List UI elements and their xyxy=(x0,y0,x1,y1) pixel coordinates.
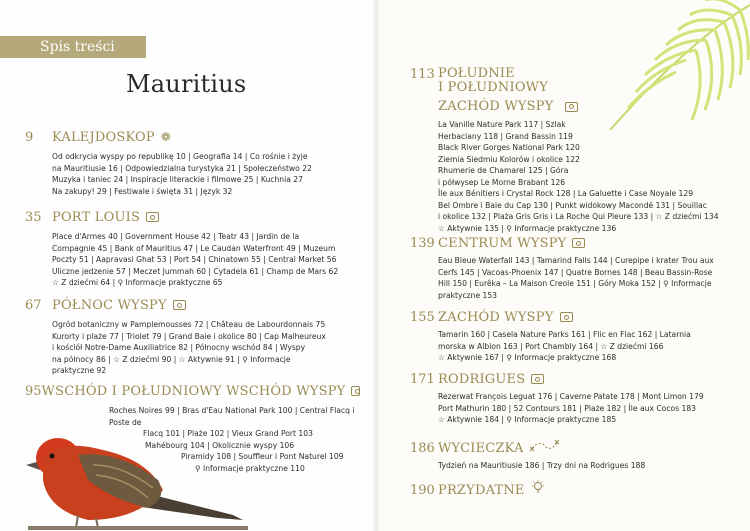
entry-line: Ogród botaniczny w Pamplemousses 72 | Château de Labourdonnais 75 xyxy=(52,320,326,329)
entry-line: Île aux Bénitiers i Crystal Rock 128 | La Galuette i Case Noyale 129 xyxy=(438,189,694,198)
entry-line: Black River Gorges National Park 120 xyxy=(438,143,580,152)
section-entries xyxy=(52,231,355,289)
entry-line: Cerfs 145 | Vacoas-Phoenix 147 | Quatre Bornes 148 | Beau Bassin-Rose xyxy=(438,267,713,277)
entry-line: Flacq 101 | Plaże 102 | Vieux Grand Port 103 xyxy=(143,429,313,438)
section-title-line: ZACHÓD WYSPY xyxy=(438,99,554,114)
section-polnoc xyxy=(25,298,355,377)
route-icon xyxy=(530,438,560,452)
entry-line: Piramidy 108 | Souffleur i Pont Naturel 109 xyxy=(181,452,344,461)
section-entries xyxy=(438,255,740,301)
entry-line: Rezerwat François Leguat 176 | Caverne Patate 178 | Mont Limon 179 xyxy=(438,392,704,401)
spis-tresci-banner: Spis treści xyxy=(0,36,146,58)
entry-line: Eau Bleue Waterfall 143 | Tamarind Falls 144 | Curepipe i krater Trou aux xyxy=(438,256,714,265)
entry-line: ⚲ Informacje praktyczne 110 xyxy=(195,463,305,473)
entry-line: ☆ Aktywnie 167 | ⚲ Informacje praktyczne 168 xyxy=(438,353,617,362)
entry-line: La Vanille Nature Park 117 | Szlak xyxy=(438,120,566,129)
entry-line: i kościół Notre-Dame Auxiliatrice 82 | Północny wschód 84 | Wyspy xyxy=(52,343,306,352)
camera-icon xyxy=(572,238,585,248)
red-fody-bird-illustration xyxy=(18,420,258,530)
section-title: ZACHÓD WYSPY xyxy=(438,310,554,325)
section-page-number: 171 xyxy=(410,372,435,387)
entry-line: Ziemia Siedmiu Kolorów i okolice 122 xyxy=(438,154,580,164)
entry-line: na Mauritiusie 16 | Odpowiedzialna turystyka 21 | Społeczeństwo 22 xyxy=(52,163,312,173)
entry-line: Na zakupy! 29 | Festiwale i święta 31 | Język 32 xyxy=(52,186,233,196)
section-przydatne xyxy=(410,480,740,498)
section-poludnie xyxy=(410,67,740,234)
entry-line: Port Mathurin 180 | 52 Contours 181 | Plaże 182 | Île aux Cocos 183 xyxy=(438,403,696,413)
section-page-number: 190 xyxy=(410,483,435,498)
camera-icon xyxy=(531,374,544,384)
entry-line: Herbaciany 118 | Grand Bassin 119 xyxy=(438,131,573,141)
entry-line: morska w Albion 163 | Port Chambly 164 | ☆ Z dziećmi 166 xyxy=(438,341,664,351)
section-title: WSCHÓD I POŁUDNIOWY WSCHÓD WYSPY xyxy=(41,384,346,399)
entry-line: Bel Ombre i Baie du Cap 130 | Punkt widokowy Macondé 131 | Souillac xyxy=(438,200,707,210)
section-rodrigues xyxy=(410,372,740,426)
bulb-icon xyxy=(531,480,545,494)
camera-icon xyxy=(560,312,573,322)
section-title: PÓŁNOC WYSPY xyxy=(52,298,167,313)
section-title: RODRIGUES xyxy=(438,372,526,387)
entry-line: Tamarin 160 | Casela Nature Parks 161 | Flic en Flac 162 | Latarnia xyxy=(438,330,691,339)
flower-icon: ❁ xyxy=(160,130,171,144)
section-page-number: 139 xyxy=(410,236,435,251)
entry-line: Roches Noires 99 | Bras d'Eau National Park 100 | Central Flacq i Poste de xyxy=(109,406,355,427)
camera-icon xyxy=(565,102,578,112)
camera-icon xyxy=(351,386,360,396)
entry-line: ☆ Aktywnie 135 | ⚲ Informacje praktyczne 136 xyxy=(438,223,617,233)
entry-line: Mahébourg 104 | Okolicznie wyspy 106 xyxy=(145,440,295,450)
page-title: Mauritius xyxy=(126,70,247,98)
section-entries xyxy=(438,119,740,234)
section-page-number: 67 xyxy=(25,298,42,313)
entry-line: ☆ Aktywnie 184 | ⚲ Informacje praktyczne 185 xyxy=(438,415,617,424)
section-title: WYCIECZKA xyxy=(438,441,524,456)
entry-line: i okolice 132 | Plaża Gris Gris i La Roche Qui Pleure 133 | ☆ Z dziećmi 134 xyxy=(438,212,719,221)
entry-line: Poczty 51 | Aapravasi Ghat 53 | Port 54 | Chinatown 55 | Central Market 56 xyxy=(52,255,337,264)
section-title: KALEJDOSKOP xyxy=(52,130,155,145)
section-entries xyxy=(438,391,740,426)
entry-line: na północy 86 | ☆ Z dziećmi 90 | ☆ Aktywnie 91 | ⚲ Informacje xyxy=(52,354,291,364)
entry-line: Compagnie 45 | Bank of Mauritius 47 | Le Caudan Waterfront 49 | Muzeum xyxy=(52,243,336,253)
entry-line: Rhumerie de Chamarel 125 | Góra xyxy=(438,166,569,175)
section-title-line: I POŁUDNIOWY xyxy=(438,80,549,95)
entry-line: Kurorty i plaże 77 | Triolet 79 | Grand Baie i okolice 80 | Cap Malheureux xyxy=(52,331,326,341)
section-entries xyxy=(438,329,740,364)
section-page-number: 9 xyxy=(25,130,34,145)
entry-line: Place d'Armes 40 | Government House 42 | Teatr 43 | Jardin de la xyxy=(52,232,300,241)
section-entries xyxy=(52,319,355,377)
section-title: PRZYDATNE xyxy=(438,483,525,498)
entry-line: Tydzień na Mauritiusie 186 | Trzy dni na Rodrigues 188 xyxy=(438,461,646,470)
entry-line: Muzyka i taniec 24 | Inspiracje literackie i filmowe 25 | Kuchnia 27 xyxy=(52,175,303,184)
entry-line: i półwysep Le Morne Brabant 126 xyxy=(438,177,566,187)
entry-line: Uliczne jedzenie 57 | Meczet Jummah 60 | Cytadela 61 | Champ de Mars 62 xyxy=(52,266,339,276)
section-page-number: 35 xyxy=(25,210,42,225)
entry-line: ☆ Z dziećmi 64 | ⚲ Informacje praktyczne 65 xyxy=(52,278,223,287)
entry-line: praktyczne 153 xyxy=(438,290,498,300)
section-title: PORT LOUIS xyxy=(52,210,141,225)
camera-icon xyxy=(146,212,159,222)
section-page-number: 95 xyxy=(25,384,42,399)
section-page-number: 113 xyxy=(410,67,435,82)
section-entries xyxy=(438,460,740,472)
section-port-louis xyxy=(25,210,355,289)
camera-icon xyxy=(173,300,186,310)
section-entries xyxy=(52,151,355,197)
entry-line: praktyczne 92 xyxy=(52,366,107,375)
section-title-line: POŁUDNIE xyxy=(438,66,515,81)
section-zachod xyxy=(410,310,740,364)
section-page-number: 155 xyxy=(410,310,435,325)
section-page-number: 186 xyxy=(410,441,435,456)
entry-line: Hill 150 | Eurêka – La Maison Creole 151 | Góry Moka 152 | ⚲ Informacje xyxy=(438,279,712,288)
entry-line: Od odkrycia wyspy po republikę 10 | Geografia 14 | Co rośnie i żyje xyxy=(52,152,308,161)
section-title: CENTRUM WYSPY xyxy=(438,236,567,251)
page-gutter xyxy=(372,0,380,531)
section-centrum xyxy=(410,236,740,301)
section-kalejdoskop xyxy=(25,130,355,197)
section-wycieczka xyxy=(410,438,740,472)
